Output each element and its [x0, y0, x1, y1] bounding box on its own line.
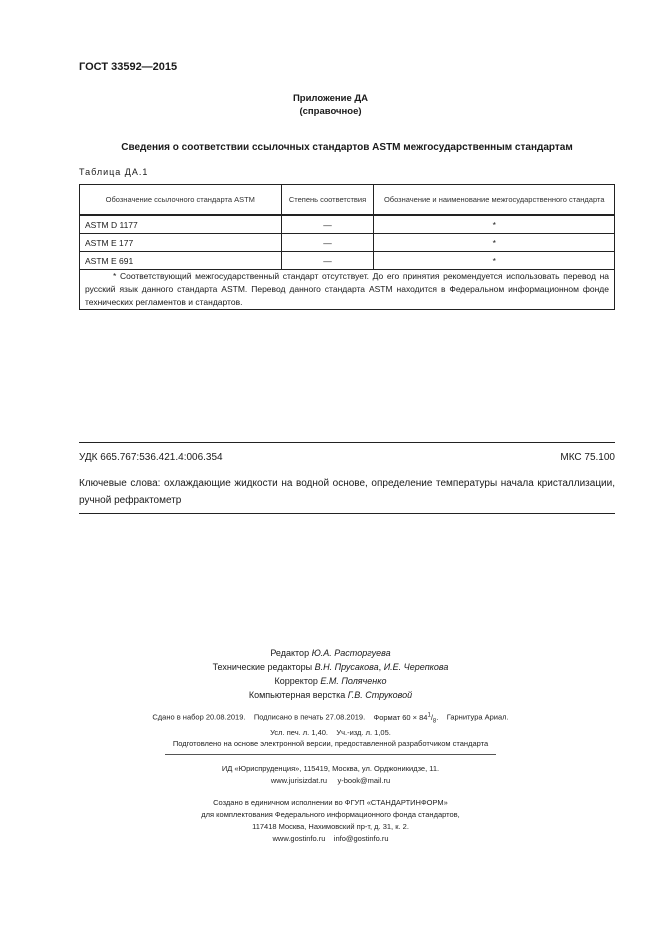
divider [165, 754, 496, 755]
table-header-row [80, 185, 615, 216]
print-details [0, 709, 661, 739]
tech-editors-label: Технические редакторы [212, 662, 313, 672]
column-header: Обозначение и наименование межгосударственного стандарта [374, 185, 615, 216]
publication-sheets: Уч.-изд. л. 1,05. [336, 728, 391, 737]
column-header: Степень соответствия [281, 185, 374, 216]
astm-designation: ASTM E 691 [80, 252, 282, 270]
standards-table [79, 184, 615, 310]
appendix-heading [0, 92, 661, 118]
interstate-standard: * [374, 215, 615, 234]
producer-line-2: для комплектования Федерального информационного фонда стандартов, [201, 810, 460, 819]
prepared-note: Подготовлено на основе электронной версии, предоставленной разработчиком стандарта [172, 739, 489, 748]
footnote-text: * Соответствующий межгосударственный стандарт отсутствует. До его принятия рекомендуется использовать перевод на русский язык данного стандарта ASTM. Перевод данного стандарта ASTM находится в Федеральном информационном фонде технических регламентов и стандартов. [85, 271, 609, 307]
layout-line [0, 688, 661, 702]
editorial-credits [0, 646, 661, 702]
name-separator: , [378, 662, 382, 672]
corrector-label: Корректор [274, 676, 318, 686]
sent-date: Сдано в набор 20.08.2019. [152, 712, 246, 722]
publisher-email-link[interactable]: y-book@mail.ru [337, 776, 391, 785]
producer-email-link[interactable]: info@gostinfo.ru [333, 834, 389, 843]
signed-date: Подписано в печать 27.08.2019. [253, 712, 366, 722]
table-row [80, 215, 615, 234]
typeface: Гарнитура Ариал. [446, 712, 509, 722]
conformity-degree: — [281, 215, 374, 234]
section-title: Сведения о соответствии ссылочных стандартов ASTM межгосударственным стандартам [121, 142, 573, 153]
publisher-address: ИД «Юриспруденция», 115419, Москва, ул. Орджоникидзе, 11. [221, 764, 440, 773]
table-note-row [80, 270, 615, 310]
publisher-site-link[interactable]: www.jurisizdat.ru [270, 776, 328, 785]
layout-name: Г.В. Струковой [347, 690, 413, 700]
tech-editor-name: В.Н. Прусакова [314, 662, 379, 672]
udk-code: УДК 665.767:536.421.4:006.354 [79, 452, 223, 463]
corrector-line [0, 674, 661, 688]
document-id: ГОСТ 33592—2015 [79, 61, 178, 73]
astm-designation: ASTM D 1177 [80, 215, 282, 234]
keywords: Ключевые слова: охлаждающие жидкости на водной основе, определение температуры начала кристаллизации, ручной рефрактометр [79, 478, 615, 506]
producer-line-3: 117418 Москва, Нахимовский пр-т, д. 31, к. 2. [252, 822, 409, 831]
conformity-degree: — [281, 234, 374, 252]
publisher-contacts [0, 775, 661, 787]
layout-label: Компьютерная верстка [248, 690, 346, 700]
tech-editor-name: И.Е. Черепкова [383, 662, 449, 672]
table-footnote [80, 270, 615, 310]
corrector-name: Е.М. Поляченко [320, 676, 387, 686]
print-sheets: Усл. печ. л. 1,40. [270, 728, 328, 737]
paper-format: Формат $60 \times 84^1/_8$. [373, 712, 439, 724]
divider [79, 442, 615, 443]
print-line-1 [0, 709, 661, 727]
producer-contacts [0, 833, 661, 845]
table-caption: Таблица ДА.1 [79, 167, 149, 177]
tech-editors-line [0, 660, 661, 674]
column-header: Обозначение ссылочного стандарта ASTM [80, 185, 282, 216]
producer-site-link[interactable]: www.gostinfo.ru [272, 834, 326, 843]
divider [79, 513, 615, 514]
appendix-subtitle: (справочное) [299, 106, 362, 117]
table-row [80, 234, 615, 252]
table-row [80, 252, 615, 270]
conformity-degree: — [281, 252, 374, 270]
mks-code: МКС 75.100 [560, 452, 615, 463]
publisher-info [0, 763, 661, 787]
editor-name: Ю.А. Расторгуева [311, 648, 391, 658]
astm-designation: ASTM E 177 [80, 234, 282, 252]
editor-label: Редактор [270, 648, 310, 658]
producer-line-1: Создано в единичном исполнении во ФГУП «СТАНДАРТИНФОРМ» [213, 798, 448, 807]
producer-info [0, 797, 661, 845]
interstate-standard: * [374, 252, 615, 270]
interstate-standard: * [374, 234, 615, 252]
appendix-title: Приложение ДА [292, 93, 369, 104]
editor-line [0, 646, 661, 660]
